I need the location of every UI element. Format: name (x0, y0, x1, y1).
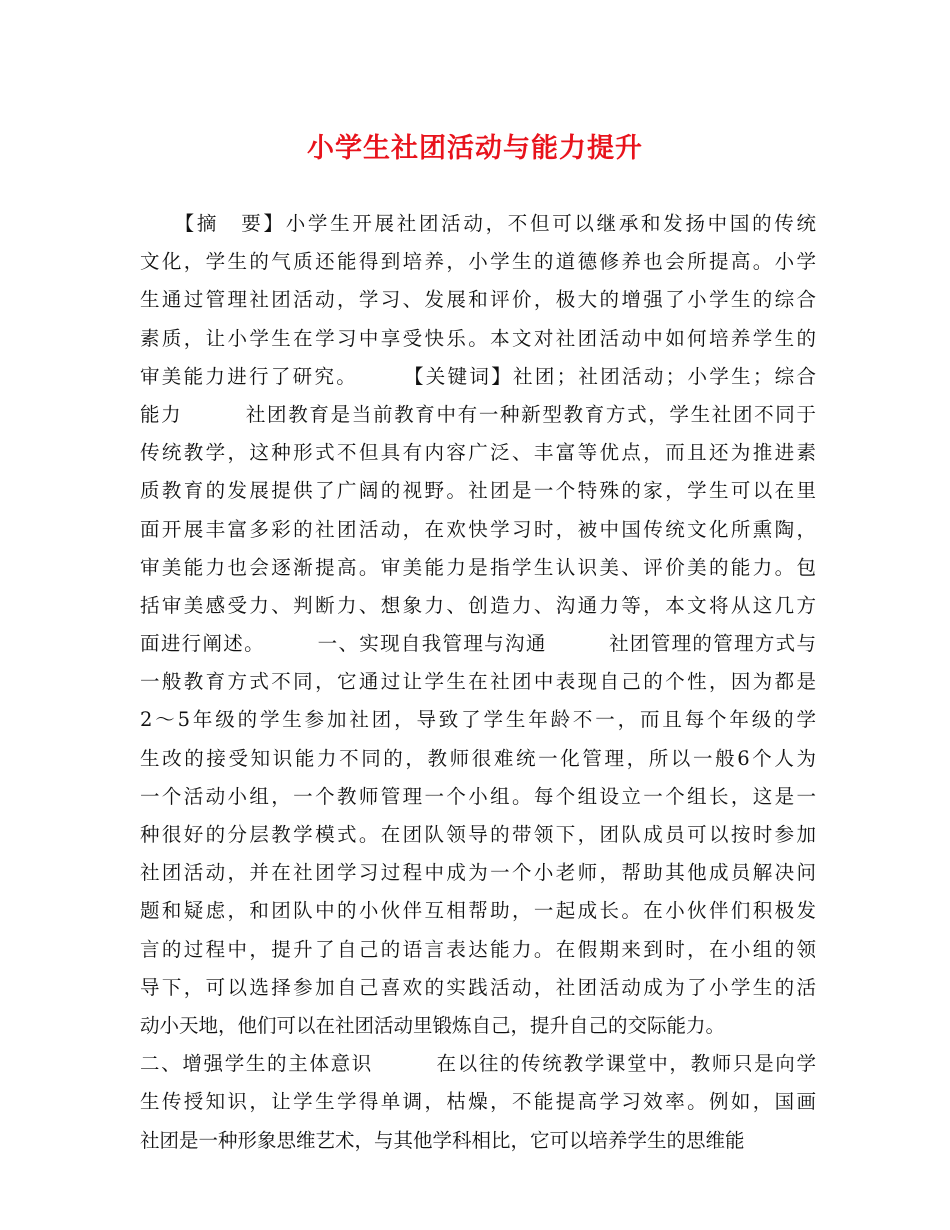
body-text (140, 205, 816, 1160)
text-line: 2～5年级的学生参加社团，导致了学生年龄不一，而且每个年级的学 (140, 708, 816, 732)
text-line: 种很好的分层教学模式。在团队领导的带领下，团队成员可以按时参加 (140, 823, 816, 846)
text-line: 文化，学生的气质还能得到培养，小学生的道德修养也会所提高。小学 (140, 250, 816, 274)
text-line: 传统教学，这种形式不但具有内容广泛、丰富等优点，而且还为推进素 (140, 441, 816, 465)
text-line: 题和疑虑，和团队中的小伙伴互相帮助，一起成长。在小伙伴们积极发 (140, 899, 816, 923)
text-line: 能力 社团教育是当前教育中有一种新型教育方式，学生社团不同于 (140, 402, 816, 426)
text-line: 生改的接受知识能力不同的，教师很难统一化管理，所以一般6个人为 (140, 746, 816, 770)
text-line: 一般教育方式不同，它通过让学生在社团中表现自己的个性，因为都是 (140, 670, 816, 694)
text-line: 一个活动小组，一个教师管理一个小组。每个组设立一个组长，这是一 (140, 784, 816, 808)
text-line: 言的过程中，提升了自己的语言表达能力。在假期来到时，在小组的领 (140, 937, 816, 961)
text-line: 面进行阐述。 一、实现自我管理与沟通 社团管理的管理方式与 (140, 632, 816, 656)
page-title: 小学生社团活动与能力提升 (307, 133, 643, 164)
text-line: 生通过管理社团活动，学习、发展和评价，极大的增强了小学生的综合 (140, 288, 816, 312)
text-line: 审美能力也会逐渐提高。审美能力是指学生认识美、评价美的能力。包 (140, 555, 816, 579)
text-line: 面开展丰富多彩的社团活动，在欢快学习时，被中国传统文化所熏陶， (140, 517, 816, 541)
text-line: 质教育的发展提供了广阔的视野。社团是一个特殊的家，学生可以在里 (140, 479, 816, 503)
text-line: 素质，让小学生在学习中享受快乐。本文对社团活动中如何培养学生的 (140, 326, 816, 350)
text-line: 括审美感受力、判断力、想象力、创造力、沟通力等，本文将从这几方 (140, 593, 816, 617)
text-line: 二、增强学生的主体意识 在以往的传统教学课堂中，教师只是向学 (140, 1052, 816, 1076)
text-line: 【摘 要】小学生开展社团活动，不但可以继承和发扬中国的传统 (140, 212, 816, 235)
text-line: 导下，可以选择参加自己喜欢的实践活动，社团活动成为了小学生的活 (140, 975, 816, 999)
text-line: 审美能力进行了研究。 【关键词】社团；社团活动；小学生；综合 (140, 364, 816, 388)
text-line: 动小天地，他们可以在社团活动里锻炼自己，提升自己的交际能力。 (140, 1013, 726, 1037)
text-line: 社团活动，并在社团学习过程中成为一个小老师，帮助其他成员解决问 (140, 861, 816, 885)
text-line: 生传授知识，让学生学得单调，枯燥，不能提高学习效率。例如，国画 (140, 1090, 816, 1114)
text-line: 社团是一种形象思维艺术，与其他学科相比，它可以培养学生的思维能 (140, 1128, 745, 1152)
